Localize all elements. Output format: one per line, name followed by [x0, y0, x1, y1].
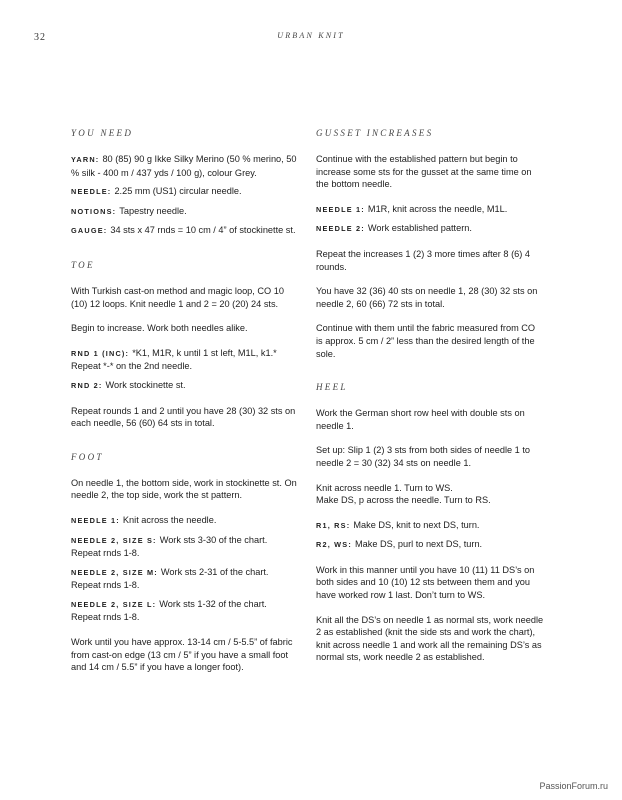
needle-label: NEEDLE:	[71, 187, 112, 197]
foot-needle2-l	[71, 598, 299, 624]
foot-n2l-label: NEEDLE 2, SIZE L:	[71, 599, 157, 609]
r2-text: Make DS, purl to next DS, turn.	[354, 539, 483, 550]
heading-toe: TOE	[71, 259, 95, 270]
heel-paragraph-1: Work the German short row heel with double sts on needle 1.	[316, 408, 525, 431]
heel-row2	[316, 538, 544, 552]
toe-rnd2	[71, 379, 299, 393]
rnd1-text: *K1, M1R, k until 1 st left, M1L, k1.* Repeat *-* on the 2nd needle.	[71, 347, 277, 372]
notions-line	[71, 205, 299, 219]
section-heel	[316, 382, 544, 664]
foot-n2l-text: Work sts 1-32 of the chart. Repeat rnds 1-8.	[71, 598, 267, 623]
yarn-label: YARN:	[71, 155, 100, 164]
gusset-needle2	[316, 222, 544, 236]
heel-row1	[316, 519, 544, 533]
gauge-text: 34 sts x 47 rnds = 10 cm / 4” of stockinette st.	[110, 225, 296, 236]
foot-paragraph-2: Work until you have approx. 13-14 cm / 5-5.5” of fabric from cast-on edge (13 cm / 5” if you have a small foot and 14 cm / 5.5” if you have a longer foot).	[71, 637, 293, 673]
section-toe	[71, 260, 299, 430]
r2-label: R2, WS:	[316, 540, 352, 550]
gauge-line	[71, 224, 299, 238]
heading-gusset: GUSSET INCREASES	[316, 128, 434, 138]
toe-paragraph-1: With Turkish cast-on method and magic loop, CO 10 (10) 12 loops. Knit needle 1 and 2 = 20 (20) 24 sts.	[71, 285, 284, 309]
heel-paragraph-3b: Make DS, p across the needle. Turn to RS.	[316, 495, 491, 506]
foot-n1-text: Knit across the needle.	[122, 514, 217, 525]
heel-paragraph-5: Knit all the DS’s on needle 1 as normal sts, work needle 2 as established (knit the side sts and work the chart), knit across needle 1 and work all the remaining DS’s as normal sts, work needle 2 as established.	[316, 614, 544, 663]
toe-paragraph-3: Repeat rounds 1 and 2 until you have 28 (30) 32 sts on each needle, 56 (60) 64 sts in total.	[71, 405, 296, 429]
toe-rnd1	[71, 347, 299, 373]
gusset-paragraph-2: Repeat the increases 1 (2) 3 more times after 8 (6) 4 rounds.	[316, 248, 530, 272]
r1-text: Make DS, knit to next DS, turn.	[353, 519, 480, 530]
notions-label: NOTIONS:	[71, 206, 117, 216]
gusset-n1-text: M1R, knit across the needle, M1L.	[367, 203, 508, 214]
section-you-need	[71, 128, 299, 238]
rnd2-text: Work stockinette st.	[105, 379, 186, 390]
foot-needle1	[71, 514, 299, 528]
gusset-paragraph-3: You have 32 (36) 40 sts on needle 1, 28 (30) 32 sts on needle 2, 60 (66) 72 sts in total.	[316, 286, 538, 309]
needle-text: 2.25 mm (US1) circular needle.	[114, 186, 242, 197]
rnd1-label: RND 1 (INC):	[71, 348, 130, 358]
foot-n1-label: NEEDLE 1:	[71, 515, 120, 525]
notions-text: Tapestry needle.	[119, 205, 187, 216]
foot-needle2-s	[71, 534, 299, 560]
heel-paragraph-3a: Knit across needle 1. Turn to WS.	[316, 482, 453, 493]
r1-label: R1, RS:	[316, 520, 351, 530]
yarn-line	[71, 153, 299, 179]
section-gusset	[316, 128, 544, 360]
foot-n2m-text: Work sts 2-31 of the chart. Repeat rnds 1-8.	[71, 566, 269, 591]
foot-n2s-text: Work sts 3-30 of the chart. Repeat rnds 1-8.	[71, 534, 268, 559]
gusset-paragraph-1: Continue with the established pattern but begin to increase some sts for the gusset at the same time on the bottom needle.	[316, 154, 532, 190]
foot-needle2-m	[71, 566, 299, 592]
right-column	[316, 128, 544, 686]
heading-heel: HEEL	[316, 382, 348, 393]
page-number: 32	[34, 32, 46, 43]
foot-paragraph-1: On needle 1, the bottom side, work in stockinette st. On needle 2, the top side, work the st pattern.	[71, 477, 297, 501]
section-foot	[71, 452, 299, 674]
heel-paragraph-4: Work in this manner until you have 10 (11) 11 DS’s on both sides and 10 (10) 12 sts between them and you have worked row 1 last. Don’t turn to WS.	[316, 564, 535, 601]
heading-foot: FOOT	[71, 451, 104, 462]
foot-n2m-label: NEEDLE 2, SIZE M:	[71, 567, 158, 577]
heel-paragraph-2: Set up: Slip 1 (2) 3 sts from both sides of needle 1 to needle 2 = 30 (32) 34 sts on needle 1.	[316, 445, 530, 468]
running-title: URBAN KNIT	[277, 31, 345, 40]
foot-n2s-label: NEEDLE 2, SIZE S:	[71, 535, 157, 545]
left-column	[71, 128, 299, 696]
heading-you-need: YOU NEED	[71, 128, 134, 138]
rnd2-label: RND 2:	[71, 380, 103, 390]
gusset-n1-label: NEEDLE 1:	[316, 204, 365, 214]
gusset-n2-text: Work established pattern.	[367, 223, 472, 234]
gauge-label: GAUGE:	[71, 226, 108, 236]
needle-line	[71, 185, 299, 199]
gusset-needle1	[316, 203, 544, 217]
gusset-paragraph-4: Continue with them until the fabric measured from CO is approx. 5 cm / 2” less than the desired length of the sole.	[316, 323, 536, 359]
yarn-text: 80 (85) 90 g Ikke Silky Merino (50 % merino, 50 % silk - 400 m / 437 yds / 100 g), colour Grey.	[71, 154, 297, 178]
toe-paragraph-2: Begin to increase. Work both needles alike.	[71, 323, 248, 334]
watermark: PassionForum.ru	[539, 781, 608, 791]
gusset-n2-label: NEEDLE 2:	[316, 224, 365, 234]
